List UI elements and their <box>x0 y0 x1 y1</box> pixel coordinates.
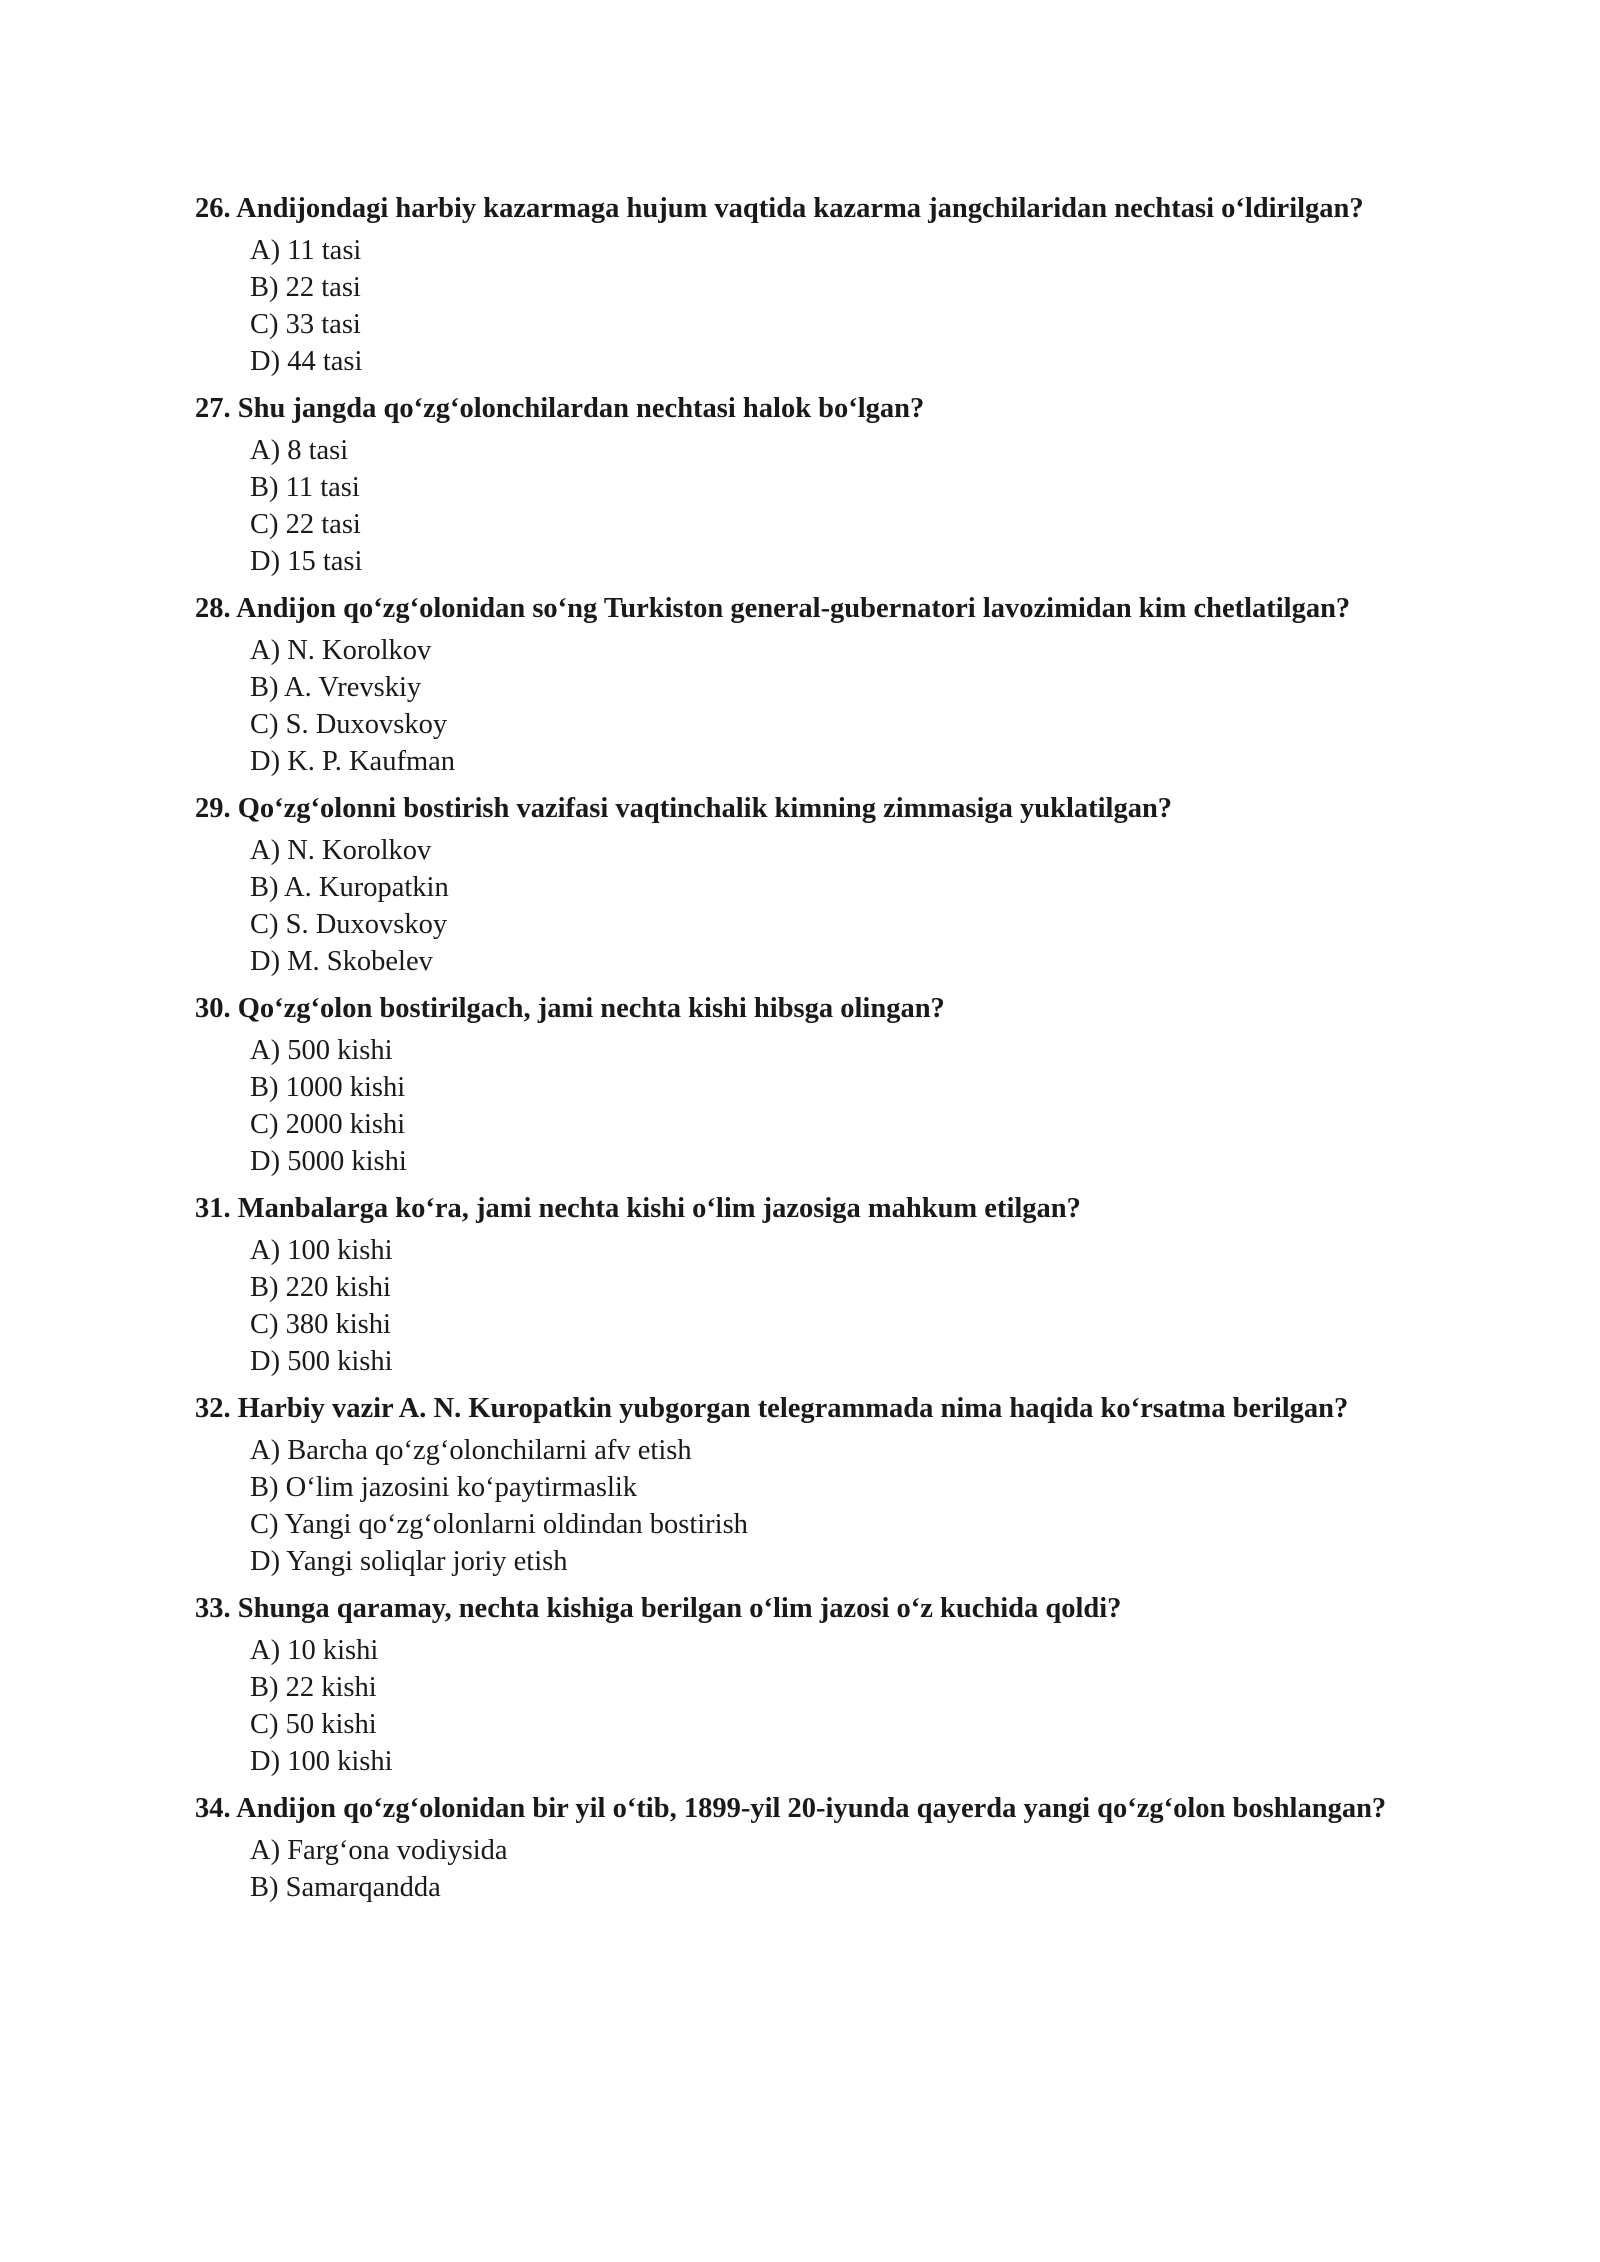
option-a: A) Farg‘ona vodiysida <box>250 1835 508 1866</box>
option-b: B) 11 tasi <box>250 472 360 503</box>
question-32 <box>195 1392 1435 1580</box>
option-d: D) Yangi soliqlar joriy etish <box>250 1546 568 1577</box>
option-list <box>195 632 1435 780</box>
question-27 <box>195 392 1435 580</box>
option-b: B) Samarqandda <box>250 1872 441 1903</box>
question-31 <box>195 1192 1435 1380</box>
question-text: 30. Qo‘zg‘olon bostirilgach, jami nechta kishi hibsga olingan? <box>195 993 945 1024</box>
question-text: 28. Andijon qo‘zg‘olonidan so‘ng Turkiston general-gubernatori lavozimidan kim chetlatilgan? <box>195 593 1351 624</box>
option-c: C) 380 kishi <box>250 1309 391 1340</box>
option-d: D) 500 kishi <box>250 1346 393 1377</box>
option-c: C) 50 kishi <box>250 1709 377 1740</box>
option-a: A) 500 kishi <box>250 1035 393 1066</box>
option-a: A) 11 tasi <box>250 235 362 266</box>
option-c: C) S. Duxovskoy <box>250 909 448 940</box>
option-c: C) 22 tasi <box>250 509 361 540</box>
option-list <box>195 1432 1435 1580</box>
option-list <box>195 1832 1435 1906</box>
question-text: 34. Andijon qo‘zg‘olonidan bir yil o‘tib, 1899-yil 20-iyunda qayerda yangi qo‘zg‘olon boshlangan? <box>195 1793 1387 1824</box>
option-d: D) 15 tasi <box>250 546 363 577</box>
option-list <box>195 832 1435 980</box>
question-text: 26. Andijondagi harbiy kazarmaga hujum vaqtida kazarma jangchilaridan nechtasi o‘ldirilgan? <box>195 193 1364 224</box>
option-c: C) Yangi qo‘zg‘olonlarni oldindan bostirish <box>250 1509 748 1540</box>
document-page <box>195 192 1435 1918</box>
question-text: 31. Manbalarga ko‘ra, jami nechta kishi o‘lim jazosiga mahkum etilgan? <box>195 1193 1081 1224</box>
option-b: B) A. Kuropatkin <box>250 872 449 903</box>
question-text: 33. Shunga qaramay, nechta kishiga berilgan o‘lim jazosi o‘z kuchida qoldi? <box>195 1593 1122 1624</box>
option-d: D) 44 tasi <box>250 346 363 377</box>
option-b: B) O‘lim jazosini ko‘paytirmaslik <box>250 1472 638 1503</box>
question-28 <box>195 592 1435 780</box>
option-b: B) 22 kishi <box>250 1672 377 1703</box>
question-26 <box>195 192 1435 380</box>
question-33 <box>195 1592 1435 1780</box>
option-list <box>195 232 1435 380</box>
option-list <box>195 432 1435 580</box>
question-30 <box>195 992 1435 1180</box>
option-c: C) S. Duxovskoy <box>250 709 448 740</box>
option-d: D) K. P. Kaufman <box>250 746 456 777</box>
option-a: A) Barcha qo‘zg‘olonchilarni afv etish <box>250 1435 692 1466</box>
option-b: B) 220 kishi <box>250 1272 391 1303</box>
option-b: B) 22 tasi <box>250 272 361 303</box>
option-list <box>195 1632 1435 1780</box>
question-34 <box>195 1792 1435 1906</box>
question-text: 29. Qo‘zg‘olonni bostirish vazifasi vaqtinchalik kimning zimmasiga yuklatilgan? <box>195 793 1173 824</box>
option-a: A) N. Korolkov <box>250 635 432 666</box>
question-29 <box>195 792 1435 980</box>
option-d: D) M. Skobelev <box>250 946 433 977</box>
option-a: A) N. Korolkov <box>250 835 432 866</box>
option-b: B) A. Vrevskiy <box>250 672 422 703</box>
option-d: D) 100 kishi <box>250 1746 393 1777</box>
option-b: B) 1000 kishi <box>250 1072 406 1103</box>
option-c: C) 33 tasi <box>250 309 361 340</box>
option-a: A) 8 tasi <box>250 435 349 466</box>
option-a: A) 10 kishi <box>250 1635 379 1666</box>
option-d: D) 5000 kishi <box>250 1146 407 1177</box>
option-list <box>195 1032 1435 1180</box>
option-a: A) 100 kishi <box>250 1235 393 1266</box>
question-text: 32. Harbiy vazir A. N. Kuropatkin yubgorgan telegrammada nima haqida ko‘rsatma berilgan? <box>195 1393 1349 1424</box>
question-text: 27. Shu jangda qo‘zg‘olonchilardan nechtasi halok bo‘lgan? <box>195 393 925 424</box>
option-c: C) 2000 kishi <box>250 1109 406 1140</box>
option-list <box>195 1232 1435 1380</box>
